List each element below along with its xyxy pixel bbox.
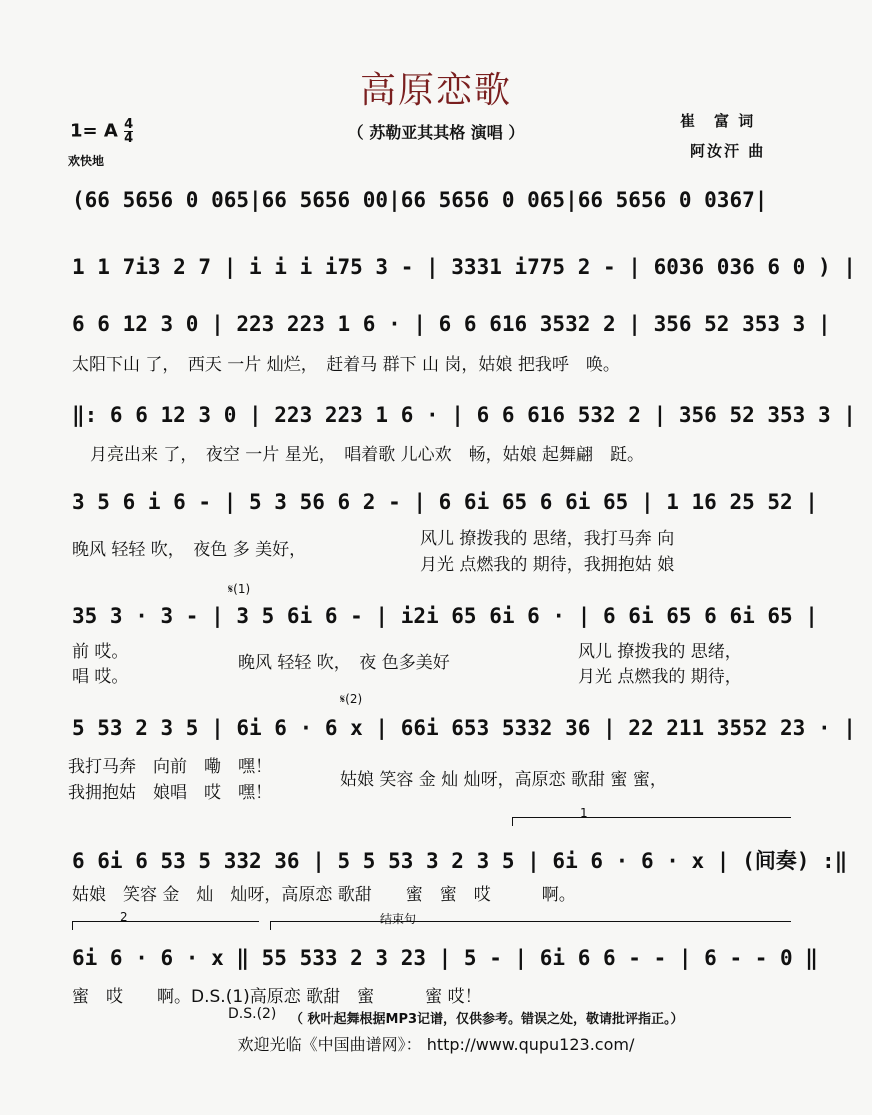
lyricist-credit: 崔 富 词 [680,112,756,130]
lyric-line: 风儿 撩拨我的 思绪，我打马奔 向 [420,529,675,549]
ds2-marker: D.S.(2) [228,1006,277,1022]
lyric-line: 月光 点燃我的 期待，我拥抱姑 娘 [420,555,675,575]
lyric-line: 月亮出来 了， 夜空 一片 星光， 唱着歌 儿心欢 畅，姑娘 起舞翩 跹。 [90,445,645,465]
tempo-marking: 欢快地 [68,154,105,168]
lyric-line: 晚风 轻轻 吹， 夜色 多 美好， [72,540,307,560]
score-row-5: 3 5 6 i 6 - | 5 3 56 6 2 - | 6 6i 65 6 6i 65 | 1 16 25 52 | [72,490,818,514]
lyric-line: 唱 哎。 [72,667,129,687]
lyric-line: 我拥抱姑 娘唱 哎 嘿！ [68,783,272,803]
score-row-9: 6i 6 · 6 · x ‖ 55 533 2 3 23 | 5 - | 6i 6 6 - - | 6 - - 0 ‖ [72,946,818,970]
volta-1-label: 1 [580,806,588,820]
volta-2-label: 2 [120,910,128,924]
lyric-line: 姑娘 笑容 金 灿 灿呀，高原恋 歌甜 蜜 蜜 哎 啊。 [72,885,576,905]
score-row-8: 6 6i 6 53 5 332 36 | 5 5 53 3 2 3 5 | 6i 6 · 6 · x | (间奏) :‖ [72,849,848,873]
score-row-3: 6 6 12 3 0 | 223 223 1 6 · | 6 6 616 3532 2 | 356 52 353 3 | [72,312,831,336]
singer-credit: （ 苏勒亚其其格 演唱 ） [347,123,525,142]
time-denominator: 4 [124,131,134,146]
transcription-note: （ 秋叶起舞根据MP3记谱，仅供参考。错误之处，敬请批评指正。） [290,1012,684,1027]
segno-2: 𝄋(2) [340,692,363,706]
ending-label: 结束句 [380,912,417,926]
song-title: 高原恋歌 [359,70,512,111]
key-label: 1= A [70,120,118,142]
score-row-1: (66 5656 0 065|66 5656 00|66 5656 0 065|66 5656 0 0367| [72,188,768,212]
site-footer[interactable]: 欢迎光临《中国曲谱网》： http://www.qupu123.com/ [237,1035,635,1054]
lyric-line: 我打马奔 向前 嘞 嘿！ [68,757,272,777]
lyric-line: 月光 点燃我的 期待， [578,667,742,687]
ending-bracket [270,921,791,930]
score-row-2: 1 1 7i3 2 7 | i i i i75 3 - | 3331 i775 2 - | 6036 036 6 0 ) | [72,255,856,279]
volta-1-bracket [512,817,791,826]
lyric-line: 太阳下山 了， 西天 一片 灿烂， 赶着马 群下 山 岗，姑娘 把我呼 唤。 [72,355,620,375]
lyric-line: 风儿 撩拨我的 思绪， [578,642,742,662]
lyric-line: 姑娘 笑容 金 灿 灿呀，高原恋 歌甜 蜜 蜜， [340,770,667,790]
lyric-line: 蜜 哎 啊。D.S.(1)高原恋 歌甜 蜜 蜜 哎！ [72,987,482,1007]
volta-2-bracket [72,921,259,930]
lyric-line: 前 哎。 [72,642,129,662]
time-numerator: 4 [124,117,134,132]
segno-1: 𝄋(1) [228,582,251,596]
score-row-6: 35 3 · 3 - | 3 5 6i 6 - | i2i 65 6i 6 · | 6 6i 65 6 6i 65 | [72,604,818,628]
composer-credit: 阿汝汗 曲 [690,142,766,160]
score-row-7: 5 53 2 3 5 | 6i 6 · 6 x | 66i 653 5332 36 | 22 211 3552 23 · | [72,716,856,740]
lyric-line: 晚风 轻轻 吹， 夜 色多美好 [238,653,450,673]
time-signature [124,118,133,145]
score-row-4: ‖: 6 6 12 3 0 | 223 223 1 6 · | 6 6 616 532 2 | 356 52 353 3 | [72,403,856,427]
key-signature [70,118,133,145]
